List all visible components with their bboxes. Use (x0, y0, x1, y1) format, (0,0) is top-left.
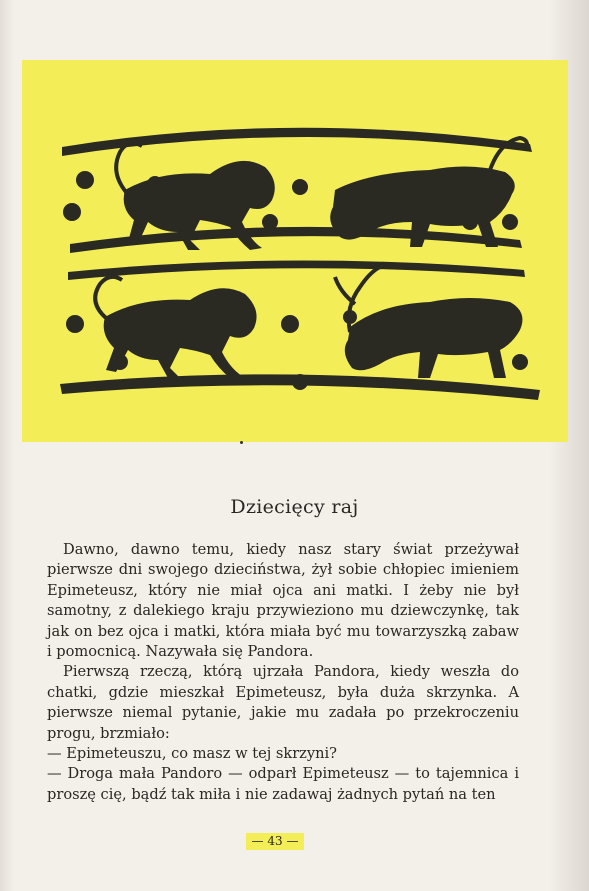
ink-dot (240, 441, 243, 444)
paragraph: — Droga mała Pandoro — odparł Epimeteusz — to tajemnica i proszę cię, bądź tak miła i nie zadawaj żadnych pytań na ten (47, 765, 519, 803)
illustration-highlight (22, 60, 568, 442)
page-gutter-shadow (0, 0, 14, 891)
paragraph: Dawno, dawno temu, kiedy nasz stary świat przeżywał pierwsze dni swojego dzieciństwa, żył sobie chłopiec imieniem Epimeteusz, który nie miał ojca ani matki. I żeby nie był samotny, z dalekiego kraju przywieziono mu dziewczynkę, tak jak on bez ojca i matki, która miała być mu towarzyszką zabaw i pomocnicą. Nazywała się Pandora. (47, 541, 519, 661)
vase-frieze-illustration (50, 72, 540, 417)
paragraph: — Epimeteuszu, co masz w tej skrzyni? (47, 745, 338, 763)
chapter-title: Dziecięcy raj (230, 496, 359, 518)
paragraph: Pierwszą rzeczą, którą ujrzała Pandora, kiedy weszła do chatki, gdzie mieszkał Epimeteusz, była duża skrzynka. A pierwsze niemal pytanie, jakie mu zadała po przekroczeniu progu, brzmiało: (47, 663, 519, 742)
body-text (47, 540, 519, 805)
page-number: — 43 — (246, 833, 304, 850)
